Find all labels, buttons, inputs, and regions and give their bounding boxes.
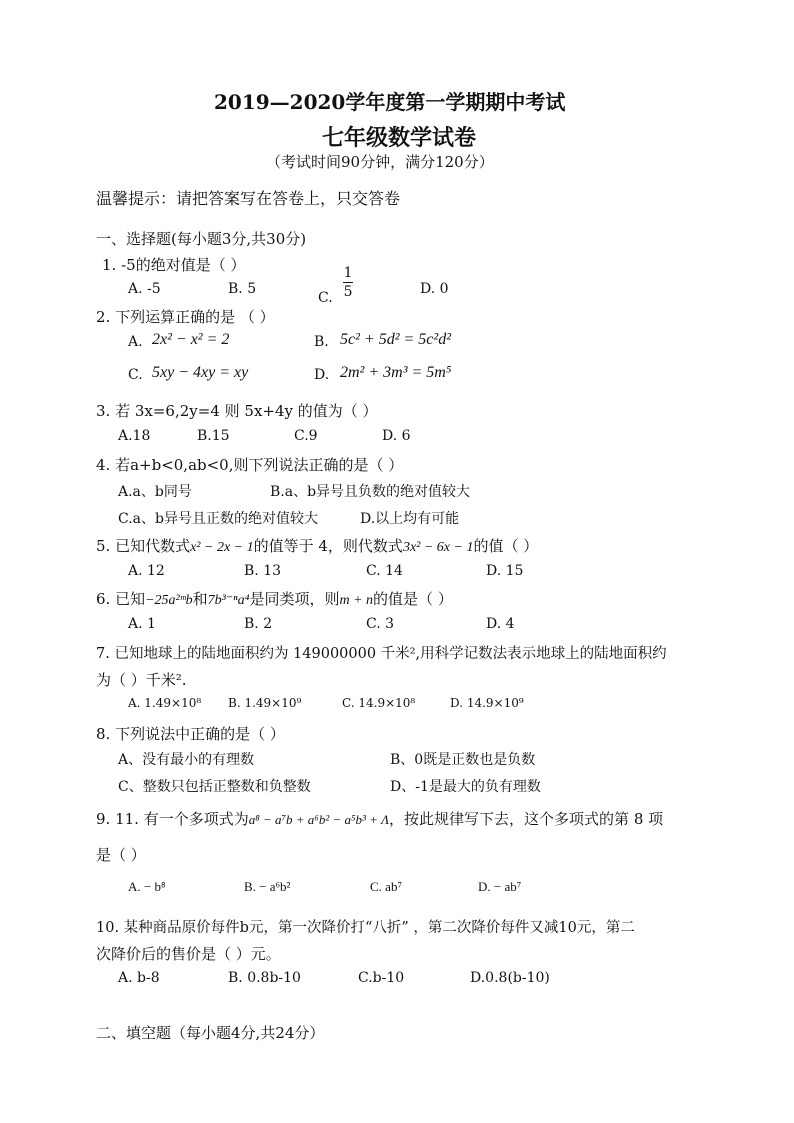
q8-option-b: B、0既是正数也是负数 [390, 752, 536, 768]
q5-stem-prefix: 5. 已知代数式 [96, 537, 191, 555]
q5-option-b: B. 13 [244, 563, 282, 579]
q6-option-a: A. 1 [128, 616, 156, 632]
q6-option-c: C. 3 [366, 616, 395, 632]
q4-option-a: A.a、b同号 [118, 484, 192, 500]
q10-option-b: B. 0.8b-10 [228, 970, 301, 986]
q6-expression-3: m + n [339, 593, 374, 608]
q6-expression-1: −25a²ᵐb [145, 593, 193, 608]
paper-title: 七年级数学试卷 [322, 125, 477, 151]
q5-option-d: D. 15 [486, 563, 524, 579]
q1-option-c [318, 265, 353, 306]
q7-option-c: C. 14.9×10⁸ [342, 696, 416, 710]
section-heading-choice: 一、选择题(每小题3分,共30分) [96, 230, 307, 248]
q4-option-c: C.a、b异号且正数的绝对值较大 [118, 511, 318, 527]
q6-option-d: D. 4 [486, 616, 515, 632]
q6-stem-prefix: 6. 已知 [96, 590, 146, 608]
q5-expression-2: 3x² − 6x − 1 [402, 540, 474, 555]
q2-option-a-expr: 2x² − x² = 2 [152, 331, 230, 348]
q3-option-c: C.9 [294, 428, 318, 444]
q6-expression-2: 7b³⁻ⁿa⁴ [207, 593, 250, 608]
q5-expression-1: x² − 2x − 1 [190, 540, 254, 555]
q6-stem-middle: 和 [192, 590, 208, 608]
section-heading-fill-in: 二、填空题（每小题4分,共24分） [96, 1024, 325, 1042]
question-5-stem [96, 535, 538, 556]
question-7-line-2: 为（ ）千米². [96, 671, 187, 689]
q9-option-a: A. − b⁸ [128, 879, 166, 894]
question-2-stem: 2. 下列运算正确的是 （ ） [96, 308, 275, 326]
q1-option-d: D. 0 [420, 281, 449, 297]
q3-option-b: B.15 [197, 428, 230, 444]
q2-option-a-label: A. [128, 334, 143, 350]
q7-option-d: D. 14.9×10⁹ [450, 696, 524, 710]
q8-option-a: A、没有最小的有理数 [118, 752, 255, 768]
q4-option-d: D.以上均有可能 [360, 511, 460, 527]
question-3-stem: 3. 若 3x=6,2y=4 则 5x+4y 的值为（ ） [96, 402, 378, 420]
q8-option-d: D、-1是最大的负有理数 [390, 779, 541, 795]
q6-stem-middle-2: 是同类项，则 [249, 590, 340, 608]
q1-option-c-fraction [343, 266, 353, 299]
q6-option-b: B. 2 [244, 616, 273, 632]
q9-option-c: C. ab⁷ [370, 879, 402, 894]
q5-option-c: C. 14 [366, 563, 403, 579]
q3-option-a: A.18 [118, 428, 151, 444]
exam-duration-note: （考试时间90分钟，满分120分） [266, 153, 494, 171]
question-1-stem: 1. -5的绝对值是（ ） [102, 256, 246, 274]
q5-stem-middle: 的值等于 4，则代数式 [253, 537, 403, 555]
q2-option-c-label: C. [128, 367, 143, 383]
exam-title: 2019—2020学年度第一学期期中考试 [214, 90, 566, 114]
q2-option-d-expr: 2m² + 3m³ = 5m⁵ [340, 364, 452, 381]
reminder-text: 温馨提示：请把答案写在答卷上，只交答卷 [96, 189, 401, 208]
q2-option-d-label: D. [314, 367, 330, 383]
question-10-line-2: 次降价后的售价是（ ）元。 [96, 945, 281, 963]
q10-option-a: A. b-8 [118, 970, 160, 986]
q9-stem-suffix: ，按此规律写下去，这个多项式的第 8 项 [389, 810, 664, 828]
question-6-stem [96, 588, 453, 609]
q9-stem-prefix: 9. 11. 有一个多项式为 [96, 810, 249, 828]
q9-polynomial-expression: a⁸ − a⁷b + a⁶b² − a⁵b³ + Λ [248, 812, 390, 827]
fraction-numerator: 1 [343, 265, 353, 281]
q7-option-b: B. 1.49×10⁹ [228, 696, 302, 710]
q8-option-c: C、整数只包括正整数和负整数 [118, 779, 311, 795]
q2-option-c-expr: 5xy − 4xy = xy [152, 364, 249, 381]
q9-option-b: B. − a⁶b² [244, 879, 291, 894]
q2-option-b-label: B. [314, 334, 329, 350]
q1-option-c-label: C. [318, 289, 333, 306]
q9-option-d: D. − ab⁷ [478, 879, 522, 894]
q10-option-c: C.b-10 [358, 970, 405, 986]
q2-option-b-expr: 5c² + 5d² = 5c²d² [340, 331, 451, 348]
q6-stem-suffix: 的值是（ ） [373, 590, 453, 608]
q3-option-d: D. 6 [382, 428, 411, 444]
q4-option-b: B.a、b异号且负数的绝对值较大 [270, 484, 471, 500]
q5-stem-suffix: 的值（ ） [473, 537, 539, 555]
fraction-denominator: 5 [343, 284, 353, 300]
question-7-line-1: 7. 已知地球上的陆地面积约为 149000000 千米²,用科学记数法表示地球上的陆地面积约 [96, 646, 667, 662]
q10-option-d: D.0.8(b-10) [470, 970, 550, 986]
q7-option-a: A. 1.49×10⁸ [128, 696, 202, 710]
q5-option-a: A. 12 [128, 563, 165, 579]
q1-option-a: A. -5 [128, 281, 161, 297]
question-9-stem [96, 808, 663, 829]
question-8-stem: 8. 下列说法中正确的是（ ） [96, 725, 285, 743]
question-9-line-2: 是（ ） [96, 846, 146, 864]
question-4-stem: 4. 若a+b<0,ab<0,则下列说法正确的是（ ） [96, 456, 404, 474]
q1-option-b: B. 5 [228, 281, 257, 297]
question-10-line-1: 10. 某种商品原价每件b元，第一次降价打“八折” ，第二次降价每件又减10元，第二 [96, 920, 635, 936]
